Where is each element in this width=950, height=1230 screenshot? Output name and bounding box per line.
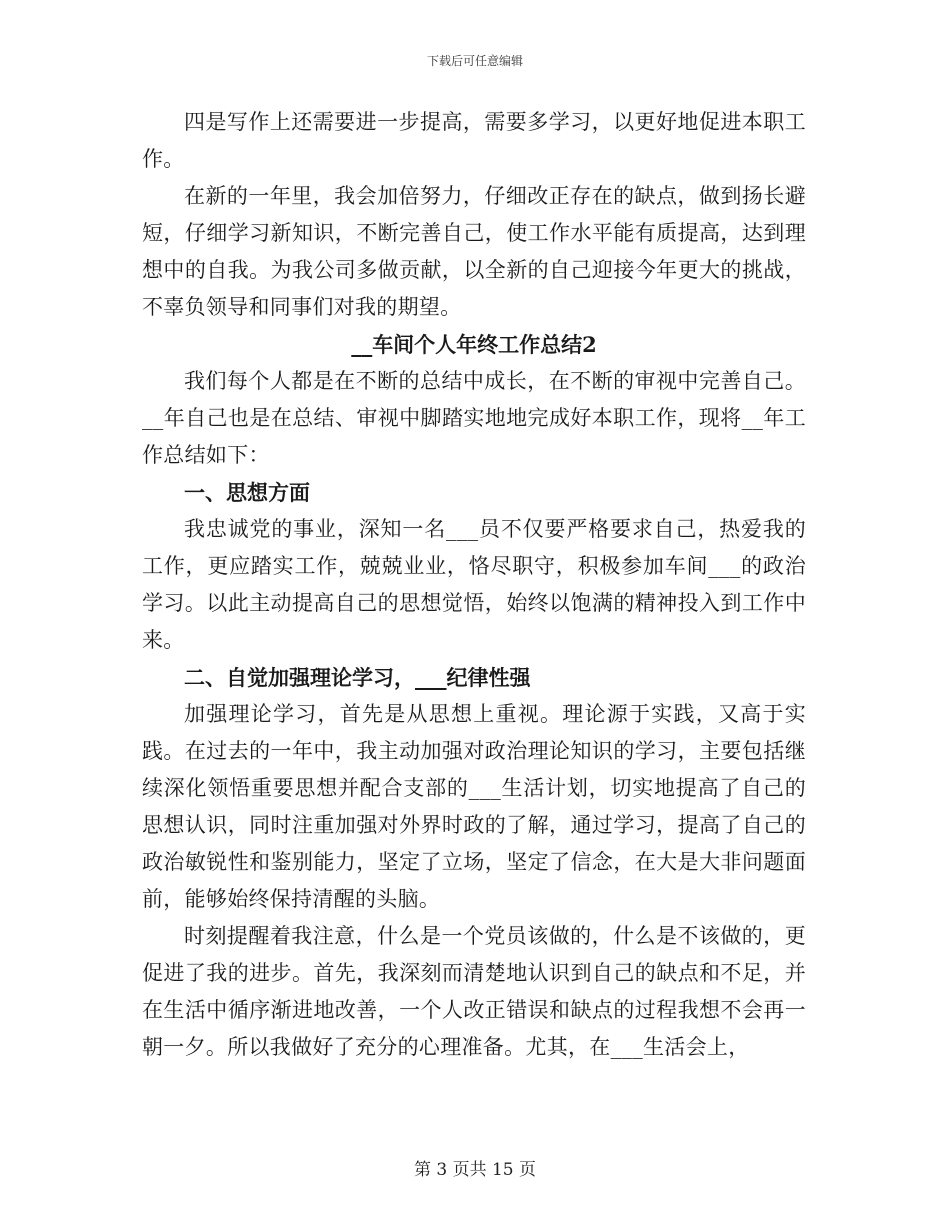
paragraph-writing-improvement: 四是写作上还需要进一步提高，需要多学习，以更好地促进本职工作。 xyxy=(142,110,806,171)
paragraph-self-reminder: 时刻提醒着我注意，什么是一个党员该做的，什么是不该做的，更促进了我的进步。首先，我深刻而清楚地认识到自己的缺点和不足，并在生活中循序渐进地改善，一个人改正错误和缺点的过程我想不会再一朝一夕。所以我做好了充分的心理准备。尤其，在___生活会上， xyxy=(142,924,806,1059)
paragraph-ideology: 我忠诚党的事业，深知一名___员不仅要严格要求自己，热爱我的工作，更应踏实工作，兢兢业业，恪尽职守，积极参加车间___的政治学习。以此主动提高自己的思想觉悟，始终以饱满的精神投入到工作中来。 xyxy=(142,517,806,652)
document-body xyxy=(142,104,806,1066)
paragraph-new-year-plan: 在新的一年里，我会加倍努力，仔细改正存在的缺点，做到扬长避短，仔细学习新知识，不断完善自己，使工作水平能有质提高，达到理想中的自我。为我公司多做贡献，以全新的自己迎接今年更大的挑战，不辜负领导和同事们对我的期望。 xyxy=(142,184,806,319)
heading-theory-study: 二、自觉加强理论学习，___纪律性强 xyxy=(184,665,531,690)
page-footer: 第 3 页共 15 页 xyxy=(413,1160,537,1180)
paragraph-intro: 我们每个人都是在不断的总结中成长，在不断的审视中完善自己。__年自己也是在总结、审视中脚踏实地地完成好本职工作，现将__年工作总结如下： xyxy=(142,369,806,467)
heading-ideology: 一、思想方面 xyxy=(184,480,310,505)
page-header: 下载后可任意编辑 xyxy=(426,54,523,68)
section-title: __车间个人年终工作总结2 xyxy=(351,332,597,357)
paragraph-theory-study: 加强理论学习，首先是从思想上重视。理论源于实践，又高于实践。在过去的一年中，我主动加强对政治理论知识的学习，主要包括继续深化领悟重要思想并配合支部的___生活计划，切实地提高了自己的思想认识，同时注重加强对外界时政的了解，通过学习，提高了自己的政治敏锐性和鉴别能力，坚定了立场，坚定了信念，在大是大非问题面前，能够始终保持清醒的头脑。 xyxy=(142,702,806,911)
